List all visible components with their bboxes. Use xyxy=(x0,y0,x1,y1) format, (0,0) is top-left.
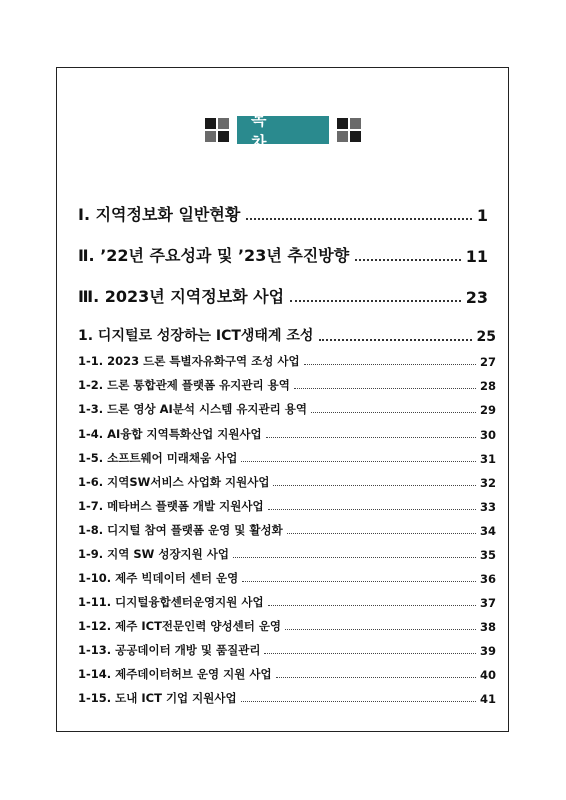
page-number: 33 xyxy=(479,500,496,514)
page-number: 37 xyxy=(479,596,496,610)
item-label: 1-8. 디지털 참여 플랫폼 운영 및 활성화 xyxy=(78,523,283,537)
page-number: 1 xyxy=(476,206,488,225)
section-label: 1. 디지털로 성장하는 ICT생태계 조성 xyxy=(78,328,314,344)
page-number: 36 xyxy=(479,572,496,586)
chapter-label: Ⅱ. ’22년 주요성과 및 ’23년 추진방향 xyxy=(78,246,350,265)
item-label: 1-14. 제주데이터허브 운영 지원 사업 xyxy=(78,667,272,681)
page-number: 27 xyxy=(479,355,496,369)
toc-item-1-10[interactable] xyxy=(78,570,496,586)
page-number: 40 xyxy=(479,668,496,682)
dot-leader xyxy=(355,259,461,261)
item-label: 1-10. 제주 빅데이터 센터 운영 xyxy=(78,571,239,585)
page-number: 28 xyxy=(479,379,496,393)
dot-leader xyxy=(268,605,476,606)
dot-leader xyxy=(266,437,476,438)
dot-leader xyxy=(304,364,476,365)
toc-chapter-3[interactable] xyxy=(78,284,488,307)
toc-item-1-9[interactable] xyxy=(78,546,496,562)
page-number: 39 xyxy=(479,644,496,658)
page-number: 31 xyxy=(479,452,496,466)
dot-leader xyxy=(285,629,476,630)
toc-chapter-1[interactable] xyxy=(78,202,488,225)
page-number: 35 xyxy=(479,548,496,562)
item-label: 1-5. 소프트웨어 미래채움 사업 xyxy=(78,451,238,465)
item-label: 1-7. 메타버스 플랫폼 개발 지원사업 xyxy=(78,499,264,513)
page-number: 29 xyxy=(479,403,496,417)
toc-item-1-1[interactable] xyxy=(78,353,496,369)
toc-item-1-12[interactable] xyxy=(78,618,496,634)
item-label: 1-12. 제주 ICT전문인력 양성센터 운영 xyxy=(78,619,282,633)
dot-leader xyxy=(264,653,476,654)
page-number: 34 xyxy=(479,524,496,538)
dot-leader xyxy=(290,300,461,302)
item-label: 1-15. 도내 ICT 기업 지원사업 xyxy=(78,691,237,705)
toc-item-1-3[interactable] xyxy=(78,401,496,417)
item-label: 1-4. AI융합 지역특화산업 지원사업 xyxy=(78,427,262,441)
dot-leader xyxy=(233,557,476,558)
item-label: 1-11. 디지털융합센터운영지원 사업 xyxy=(78,595,264,609)
toc-item-1-5[interactable] xyxy=(78,450,496,466)
dot-leader xyxy=(242,581,476,582)
item-label: 1-1. 2023 드론 특별자유화구역 조성 사업 xyxy=(78,354,300,368)
dot-leader xyxy=(294,388,476,389)
dot-leader xyxy=(311,412,476,413)
toc-item-1-7[interactable] xyxy=(78,498,496,514)
left-square-ornament-icon xyxy=(205,118,229,142)
item-label: 1-2. 드론 통합관제 플랫폼 유지관리 용역 xyxy=(78,378,290,392)
toc-title: 목 차 xyxy=(237,116,329,144)
page-number: 32 xyxy=(479,476,496,490)
chapter-label: Ⅲ. 2023년 지역정보화 사업 xyxy=(78,287,285,306)
toc-item-1-8[interactable] xyxy=(78,522,496,538)
page-number: 41 xyxy=(479,692,496,706)
dot-leader xyxy=(241,701,476,702)
page-number: 11 xyxy=(465,247,488,266)
toc-item-1-15[interactable] xyxy=(78,690,496,706)
dot-leader xyxy=(268,509,476,510)
toc-item-1-13[interactable] xyxy=(78,642,496,658)
dot-leader xyxy=(287,533,476,534)
toc-item-1-2[interactable] xyxy=(78,377,496,393)
page-number: 23 xyxy=(465,288,488,307)
item-label: 1-6. 지역SW서비스 사업화 지원사업 xyxy=(78,475,270,489)
toc-item-1-11[interactable] xyxy=(78,594,496,610)
page-number: 30 xyxy=(479,428,496,442)
right-square-ornament-icon xyxy=(337,118,361,142)
toc-chapter-2[interactable] xyxy=(78,243,488,266)
dot-leader xyxy=(273,485,476,486)
item-label: 1-13. 공공데이터 개방 및 품질관리 xyxy=(78,643,261,657)
toc-header xyxy=(0,110,566,152)
item-label: 1-3. 드론 영상 AI분석 시스템 유지관리 용역 xyxy=(78,402,307,416)
item-label: 1-9. 지역 SW 성장지원 사업 xyxy=(78,547,229,561)
dot-leader xyxy=(241,461,476,462)
dot-leader xyxy=(246,218,472,220)
toc-item-1-4[interactable] xyxy=(78,426,496,442)
toc-item-1-14[interactable] xyxy=(78,666,496,682)
chapter-label: Ⅰ. 지역정보화 일반현황 xyxy=(78,205,241,224)
toc-section-1[interactable] xyxy=(78,325,496,345)
dot-leader xyxy=(276,677,476,678)
dot-leader xyxy=(319,339,471,341)
toc-item-1-6[interactable] xyxy=(78,474,496,490)
page-number: 25 xyxy=(476,329,496,345)
page-number: 38 xyxy=(479,620,496,634)
